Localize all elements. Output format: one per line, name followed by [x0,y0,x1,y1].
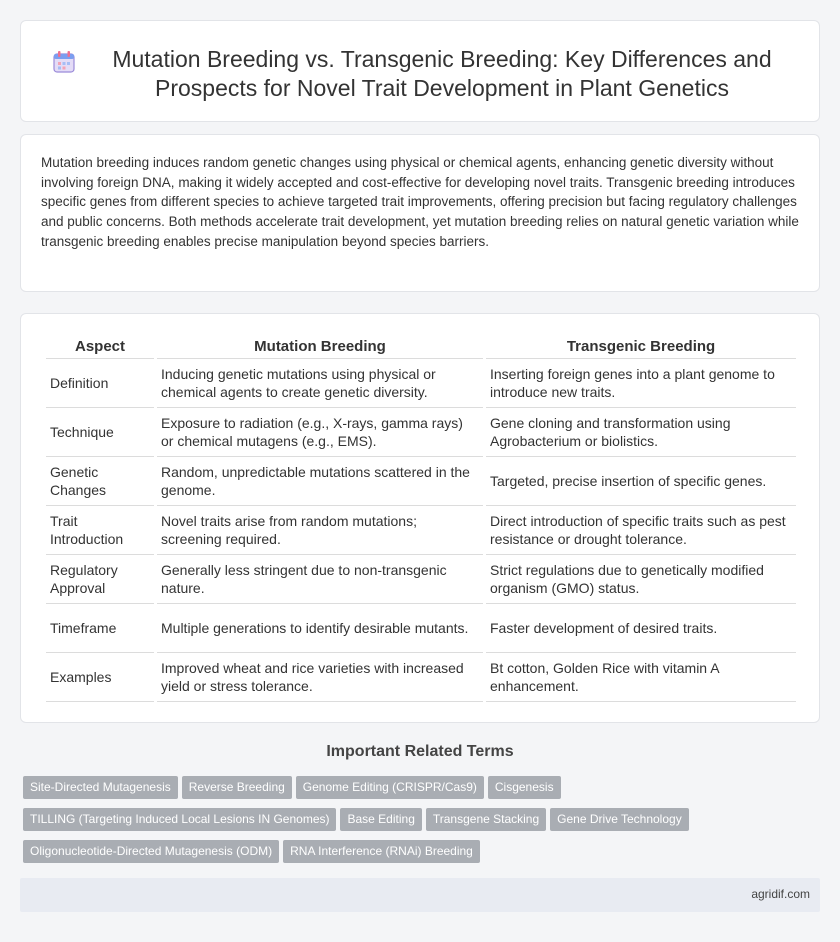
calendar-icon [51,49,77,75]
related-term-tag[interactable]: Transgene Stacking [426,808,546,831]
header-mutation: Mutation Breeding [157,332,483,359]
footer-site-link[interactable]: agridif.com [751,887,810,901]
table-header-row [46,332,796,359]
header-aspect: Aspect [46,332,154,359]
transgenic-cell: Bt cotton, Golden Rice with vitamin A enhancement. [486,653,796,702]
transgenic-cell: Inserting foreign genes into a plant genome to introduce new traits. [486,359,796,408]
aspect-cell: Timeframe [46,604,154,653]
mutation-cell: Random, unpredictable mutations scattered in the genome. [157,457,483,506]
page-title: Mutation Breeding vs. Transgenic Breeding: Key Differences and Prospects for Novel Trait Development in Plant Genetics [112,46,772,101]
related-terms-list [23,776,803,872]
related-term-tag[interactable]: Site-Directed Mutagenesis [23,776,178,799]
table-row [46,555,796,604]
aspect-cell: Regulatory Approval [46,555,154,604]
related-term-tag[interactable]: Oligonucleotide-Directed Mutagenesis (ODM) [23,840,279,863]
aspect-cell: Definition [46,359,154,408]
related-terms-title: Important Related Terms [326,743,514,760]
intro-paragraph: Mutation breeding induces random genetic changes using physical or chemical agents, enhancing genetic diversity without involving foreign DNA, making it widely accepted and cost-effective for developing novel traits. Transgenic breeding introduces specific genes from different species to achieve targeted trait improvements, offering precision but facing regulatory challenges and public concerns. Both methods accelerate trait development, yet mutation breeding relies on natural genetic variation while transgenic breeding enables precise manipulation beyond species barriers. [41,155,799,249]
mutation-cell: Improved wheat and rice varieties with increased yield or stress tolerance. [157,653,483,702]
transgenic-cell: Strict regulations due to genetically modified organism (GMO) status. [486,555,796,604]
related-term-tag[interactable]: Cisgenesis [488,776,561,799]
mutation-cell: Generally less stringent due to non-transgenic nature. [157,555,483,604]
comparison-card [20,313,820,723]
header-transgenic: Transgenic Breeding [486,332,796,359]
intro-card [20,134,820,292]
title-card [20,20,820,122]
comparison-table [43,332,799,702]
table-row [46,653,796,702]
related-term-tag[interactable]: TILLING (Targeting Induced Local Lesions IN Genomes) [23,808,336,831]
related-term-tag[interactable]: Genome Editing (CRISPR/Cas9) [296,776,484,799]
table-row [46,457,796,506]
table-row [46,506,796,555]
mutation-cell: Multiple generations to identify desirable mutants. [157,604,483,653]
table-row [46,408,796,457]
aspect-cell: Examples [46,653,154,702]
related-term-tag[interactable]: Base Editing [340,808,421,831]
related-term-tag[interactable]: RNA Interference (RNAi) Breeding [283,840,480,863]
table-row [46,359,796,408]
mutation-cell: Novel traits arise from random mutations; screening required. [157,506,483,555]
transgenic-cell: Direct introduction of specific traits such as pest resistance or drought tolerance. [486,506,796,555]
footer-bar [20,878,820,912]
transgenic-cell: Targeted, precise insertion of specific genes. [486,457,796,506]
related-term-tag[interactable]: Reverse Breeding [182,776,292,799]
aspect-cell: Genetic Changes [46,457,154,506]
transgenic-cell: Faster development of desired traits. [486,604,796,653]
mutation-cell: Exposure to radiation (e.g., X-rays, gamma rays) or chemical mutagens (e.g., EMS). [157,408,483,457]
aspect-cell: Trait Introduction [46,506,154,555]
transgenic-cell: Gene cloning and transformation using Agrobacterium or biolistics. [486,408,796,457]
aspect-cell: Technique [46,408,154,457]
related-term-tag[interactable]: Gene Drive Technology [550,808,689,831]
table-row [46,604,796,653]
mutation-cell: Inducing genetic mutations using physical or chemical agents to create genetic diversity. [157,359,483,408]
